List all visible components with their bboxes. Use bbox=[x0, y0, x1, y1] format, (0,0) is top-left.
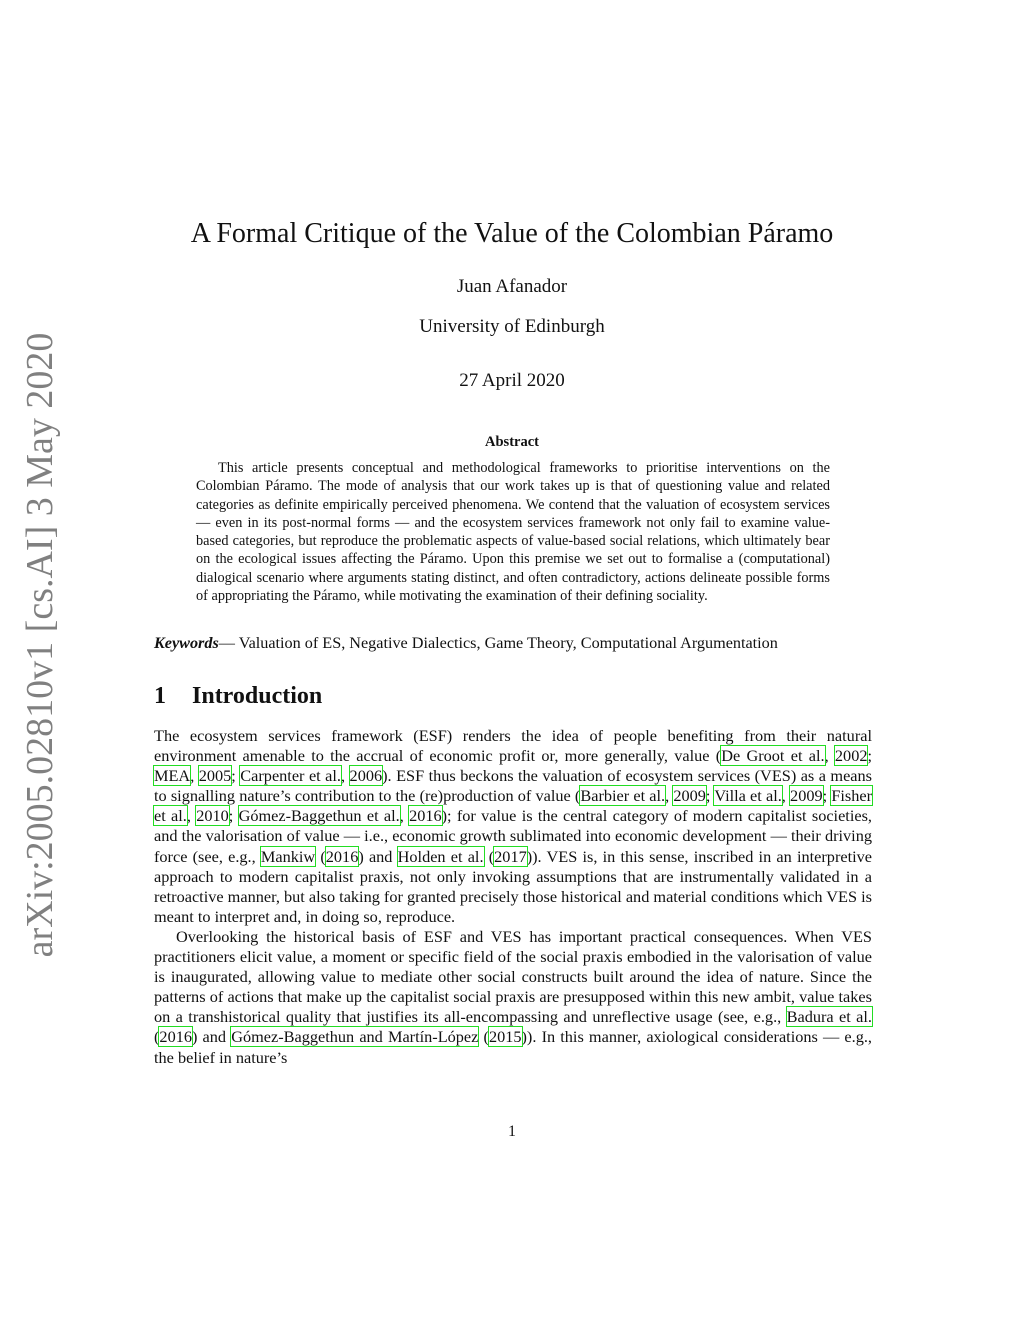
citation-link[interactable]: Gómez-Baggethun et al. bbox=[238, 806, 400, 826]
text-run: , bbox=[186, 806, 197, 826]
citation-link[interactable]: 2009 bbox=[673, 786, 706, 806]
text-run: ; bbox=[231, 766, 241, 786]
page-number: 1 bbox=[508, 1123, 516, 1140]
section-number: 1 bbox=[154, 683, 166, 709]
citation-link[interactable]: 2005 bbox=[198, 766, 232, 786]
text-run: ( bbox=[478, 1027, 489, 1047]
author-name: Juan Afanador bbox=[456, 276, 568, 297]
citation-link[interactable]: Barbier et al. bbox=[580, 786, 666, 806]
keywords-line bbox=[154, 634, 874, 653]
text-run: ). ESF thus beckons the valuation of ecosystem services (VES) as a means to signalling nature’s contribution to the (re)production of value ( bbox=[154, 766, 873, 806]
arxiv-identifier: arXiv:2005.02810v1 [cs.AI] 3 May 2020 bbox=[19, 332, 61, 958]
citation-link[interactable]: Holden et al. bbox=[397, 846, 484, 866]
citation-link[interactable]: 2016 bbox=[159, 1027, 192, 1047]
citation-link[interactable]: Mankiw bbox=[260, 846, 316, 866]
text-run: ; bbox=[228, 806, 239, 826]
citation-link[interactable]: 2016 bbox=[409, 806, 442, 826]
keywords-text: — Valuation of ES, Negative Dialectics, Game Theory, Computational Argumentation bbox=[218, 634, 778, 652]
citation-link[interactable]: MEA bbox=[154, 766, 191, 786]
text-run: )). VES is, in this sense, inscribed in an interpretive approach to modern capitalist praxis, not only invoking assumptions that are instrumentally validated in a retroactive manner, but also taking for granted precisely those historical and material conditions which VES is meant to interpret and, in doing so, reproduce. bbox=[154, 846, 873, 926]
citation-link[interactable]: 2016 bbox=[325, 846, 359, 866]
text-run: ) and bbox=[191, 1027, 232, 1047]
paper-title: A Formal Critique of the Value of the Colombian Páramo bbox=[190, 218, 834, 249]
text-run: ; bbox=[867, 746, 872, 766]
text-run: ) and bbox=[358, 846, 398, 866]
text-run: , bbox=[781, 786, 791, 806]
paragraph-2 bbox=[154, 927, 872, 1068]
citation-link[interactable]: De Groot et al. bbox=[721, 746, 825, 766]
citation-link[interactable]: 2006 bbox=[349, 766, 383, 786]
section-heading bbox=[154, 683, 322, 710]
text-run: ( bbox=[315, 846, 326, 866]
citation-link[interactable]: Carpenter et al. bbox=[240, 766, 341, 786]
citation-link[interactable]: 2017 bbox=[494, 846, 527, 866]
text-run: ; bbox=[822, 786, 832, 806]
citation-link[interactable]: Badura et al. bbox=[786, 1007, 872, 1027]
author-affiliation: University of Edinburgh bbox=[419, 316, 605, 337]
citation-link[interactable]: Villa et al. bbox=[714, 786, 782, 806]
abstract-heading: Abstract bbox=[485, 434, 539, 450]
citation-link[interactable]: Gómez-Baggethun and Martín-López bbox=[231, 1027, 479, 1047]
citation-link[interactable]: 2015 bbox=[488, 1027, 522, 1047]
text-run: , bbox=[665, 786, 674, 806]
text-run: )). In this manner, axiological considerations — e.g., the belief in nature’s bbox=[154, 1027, 872, 1067]
text-run: ; bbox=[705, 786, 715, 806]
citation-link[interactable]: Fisher et al. bbox=[154, 786, 873, 826]
text-run: ( bbox=[154, 1027, 160, 1047]
text-run: ( bbox=[483, 846, 495, 866]
citation-link[interactable]: 2010 bbox=[196, 806, 229, 826]
abstract-text: This article presents conceptual and methodological frameworks to prioritise interventions on the Colombian Páramo. The mode of analysis that our work takes up is that of questioning value and related categories as definite empirically perceived phenomena. We contend that the valuation of ecosystem services — even in its post-normal forms — and the ecosystem services framework not only fail to examine value-based categories, but reproduce the problematic aspects of value-based social relations, which ultimately bear on the ecological issues affecting the Páramo. Upon this premise we set out to formalise a (computational) dialogical scenario where arguments stating distinct, and often contradictory, actions delineate possible forms of appropriating the Páramo, while motivating the examination of their defining sociality. bbox=[196, 460, 830, 605]
text-run: , bbox=[190, 766, 199, 786]
text-run: , bbox=[824, 746, 835, 766]
text-run: ); for value is the central category of modern capitalist societies, and the valorisation of value — i.e., economic growth sublimated into economic development — their driving force (see, e.g., bbox=[154, 806, 872, 866]
text-run: Overlooking the historical basis of ESF and VES has important practical consequences. When VES practitioners elicit value, a moment or specific field of the social praxis embodied in the valorisation of value is inaugurated, allowing value to mediate other social constructs built around the idea of nature. Since the patterns of actions that make up the capitalist social praxis are presupposed within this new ambit, value takes on a transhistorical quality that justifies its all-encompassing and unreflective usage (see, e.g., bbox=[154, 926, 872, 1027]
section-title: Introduction bbox=[192, 683, 323, 709]
text-run: , bbox=[341, 766, 350, 786]
body-text bbox=[154, 726, 872, 1068]
text-run: , bbox=[399, 806, 410, 826]
keywords-label: Keywords bbox=[154, 634, 219, 652]
citation-link[interactable]: 2002 bbox=[834, 746, 868, 766]
paragraph-1 bbox=[154, 726, 872, 927]
citation-link[interactable]: 2009 bbox=[790, 786, 823, 806]
text-run: The ecosystem services framework (ESF) renders the idea of people benefiting from their natural environment amenable to the accrual of economic profit or, more generally, value ( bbox=[154, 726, 872, 766]
paper-date: 27 April 2020 bbox=[459, 370, 565, 391]
